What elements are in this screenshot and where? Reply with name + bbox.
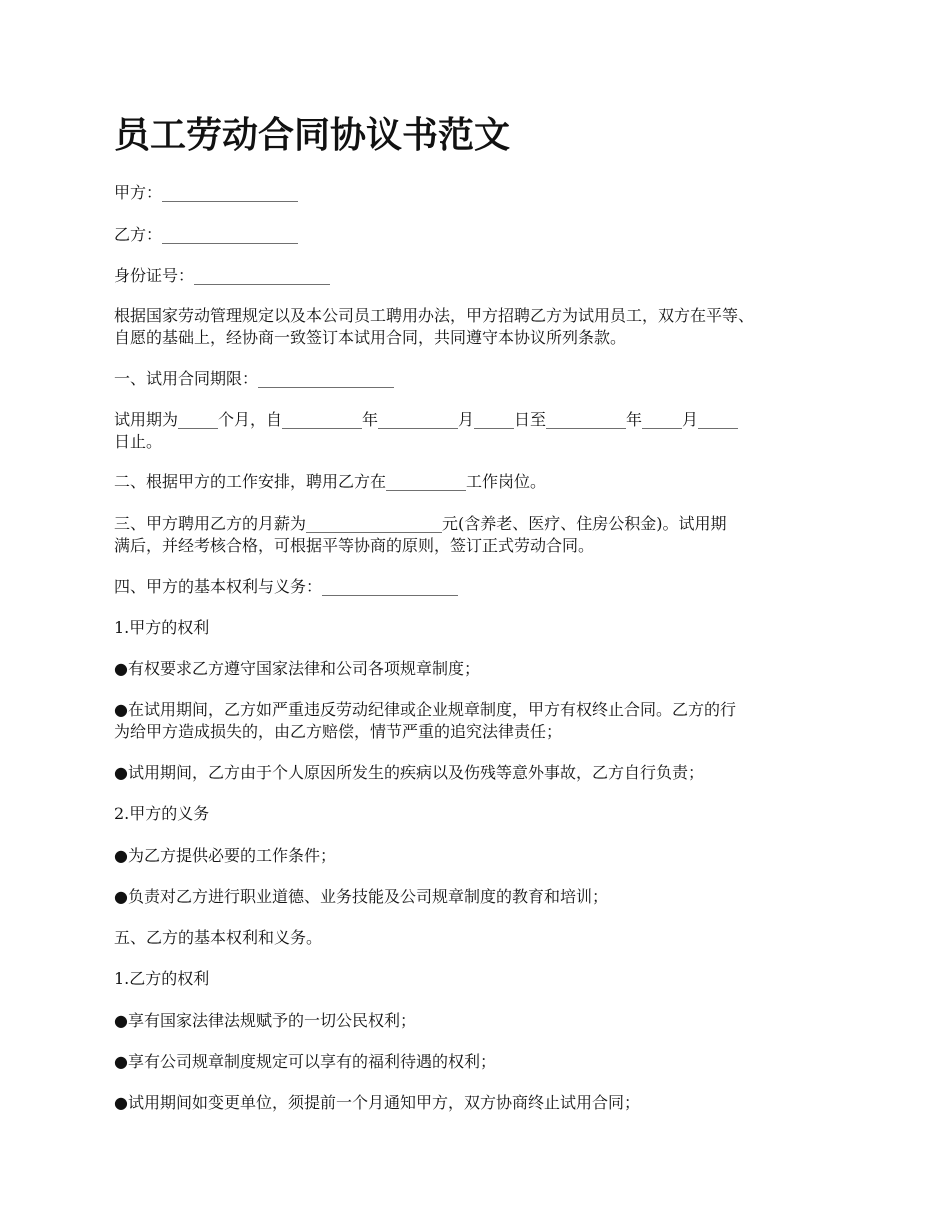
paragraph bbox=[114, 845, 854, 867]
paragraph-line: 一、试用合同期限：_________________ bbox=[114, 369, 395, 388]
paragraph bbox=[114, 1051, 854, 1073]
paragraph bbox=[114, 576, 854, 598]
paragraph bbox=[114, 699, 854, 743]
paragraph bbox=[114, 224, 854, 246]
paragraph bbox=[114, 617, 854, 639]
paragraph-line: ●试用期间，乙方由于个人原因所发生的疾病以及伤残等意外事故，乙方自行负责； bbox=[114, 763, 704, 782]
paragraph-line: 为给甲方造成损失的，由乙方赔偿，情节严重的追究法律责任； bbox=[114, 722, 563, 741]
paragraph-line: ●享有公司规章制度规定可以享有的福利待遇的权利； bbox=[114, 1052, 496, 1071]
paragraph-line: ●为乙方提供必要的工作条件； bbox=[114, 846, 336, 865]
paragraph bbox=[114, 368, 854, 390]
paragraph bbox=[114, 968, 854, 990]
paragraph bbox=[114, 182, 854, 204]
document-title: 员工劳动合同协议书范文 bbox=[114, 115, 511, 156]
paragraph-line: ●有权要求乙方遵守国家法律和公司各项规章制度； bbox=[114, 659, 480, 678]
paragraph-line: 乙方：_________________ bbox=[114, 225, 299, 244]
paragraph bbox=[114, 513, 854, 557]
paragraph bbox=[114, 265, 854, 287]
paragraph-line: 1.甲方的权利 bbox=[114, 618, 210, 637]
paragraph-line: 自愿的基础上，经协商一致签订本试用合同，共同遵守本协议所列条款。 bbox=[114, 328, 627, 347]
paragraph-line: 甲方：_________________ bbox=[114, 183, 299, 202]
paragraph-line: ●享有国家法律法规赋予的一切公民权利； bbox=[114, 1011, 416, 1030]
paragraph-line: 1.乙方的权利 bbox=[114, 969, 210, 988]
paragraph-line: 根据国家劳动管理规定以及本公司员工聘用办法，甲方招聘乙方为试用员工，双方在平等、 bbox=[114, 306, 755, 325]
paragraph bbox=[114, 803, 854, 825]
paragraph bbox=[114, 1010, 854, 1032]
paragraph-line: 2.甲方的义务 bbox=[114, 804, 210, 823]
paragraph bbox=[114, 471, 854, 493]
paragraph-line: 四、甲方的基本权利与义务：_________________ bbox=[114, 577, 459, 596]
paragraph-line: ●试用期间如变更单位，须提前一个月通知甲方，双方协商终止试用合同； bbox=[114, 1093, 640, 1112]
paragraph bbox=[114, 658, 854, 680]
paragraph-line: 日止。 bbox=[114, 432, 163, 451]
paragraph bbox=[114, 1092, 854, 1114]
paragraph bbox=[114, 305, 854, 349]
paragraph bbox=[114, 762, 854, 784]
paragraph bbox=[114, 927, 854, 949]
paragraph-line: 五、乙方的基本权利和义务。 bbox=[114, 928, 323, 947]
paragraph-line: 二、根据甲方的工作安排，聘用乙方在__________工作岗位。 bbox=[114, 472, 547, 491]
paragraph-line: 三、甲方聘用乙方的月薪为_________________元(含养老、医疗、住房公积金)。试用期 bbox=[114, 514, 727, 533]
paragraph-line: 满后，并经考核合格，可根据平等协商的原则，签订正式劳动合同。 bbox=[114, 536, 595, 555]
paragraph bbox=[114, 886, 854, 908]
paragraph bbox=[114, 409, 854, 453]
paragraph-line: 身份证号：_________________ bbox=[114, 266, 331, 285]
paragraph-line: ●负责对乙方进行职业道德、业务技能及公司规章制度的教育和培训； bbox=[114, 887, 608, 906]
paragraph-line: 试用期为_____个月，自__________年__________月_____日至__________年_____月_____ bbox=[114, 410, 739, 429]
paragraph-line: ●在试用期间，乙方如严重违反劳动纪律或企业规章制度，甲方有权终止合同。乙方的行 bbox=[114, 700, 736, 719]
